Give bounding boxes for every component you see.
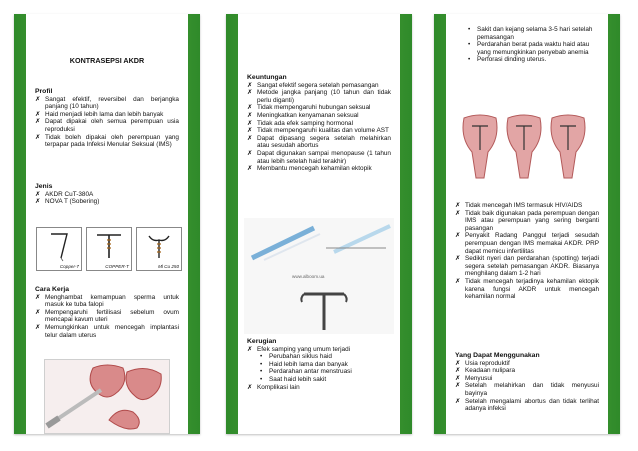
script-x-icon: ✗ (247, 134, 253, 142)
cara-kerja-section (35, 286, 179, 339)
bullet-dot-icon: • (468, 56, 471, 64)
keuntungan-item: ✗ Dapat dipasang segera setelah melahirkan atau sesudah abortus (247, 134, 391, 150)
kerugian-item: ✗ Tidak mencegah terjadinya kehamilan ektopik karena fungsi AKDR untuk mencegah kehamilan normal (455, 277, 599, 301)
jenis-item: ✗ NOVA T (Sobering) (35, 198, 100, 206)
iud-insertion-illustration (44, 359, 170, 434)
script-x-icon: ✗ (247, 81, 253, 89)
script-x-icon: ✗ (455, 359, 461, 367)
script-x-icon: ✗ (247, 111, 253, 119)
panel-3-content (446, 14, 608, 434)
jenis-heading: Jenis (35, 183, 53, 190)
script-x-icon: ✗ (247, 127, 253, 135)
kerugian-sub-item: • Haid lebih lama dan banyak (260, 360, 348, 368)
ml-cu-250-icon (137, 228, 181, 262)
script-x-icon: ✗ (455, 255, 461, 263)
iud-insertion-icon (45, 360, 169, 433)
cara-kerja-item: ✗ Menghambat kemampuan sperma untuk masuk ke tuba falopi (35, 293, 179, 309)
cara-kerja-heading: Cara Kerja (35, 286, 70, 293)
ml-cu-250-image: Ml Cu 250 (136, 227, 182, 271)
copper-t-image: COPPER-T (86, 227, 132, 271)
script-x-icon: ✗ (455, 397, 461, 405)
keuntungan-item: ✗ Sangat efektif segera setelah pemasangan (247, 81, 379, 89)
pengguna-item: ✗ Menyusui (455, 374, 493, 382)
script-x-icon: ✗ (35, 323, 41, 331)
kerugian-sub-item: • Saat haid lebih sakit (260, 375, 327, 383)
keuntungan-item: ✗ Dapat digunakan sampai menopause (1 tahun atau lebih setelah haid terakhir) (247, 149, 391, 165)
script-x-icon: ✗ (35, 95, 41, 103)
copper-t-icon (87, 228, 131, 262)
script-x-icon: ✗ (35, 133, 41, 141)
bullet-dot-icon: • (260, 368, 263, 376)
script-x-icon: ✗ (455, 382, 461, 390)
kerugian-item: ✗ Tidak baik digunakan pada perempuan dengan IMS atau perempuan yang sering berganti pasangan (455, 209, 599, 232)
kerugian-sub-item: • Perdarahan antar menstruasi (260, 368, 352, 376)
profil-item: ✗ Dapat dipakai oleh semua perempuan usia reproduksi (35, 118, 179, 133)
komplikasi-section (455, 26, 599, 64)
script-x-icon: ✗ (35, 198, 41, 206)
keuntungan-item: ✗ Metode jangka panjang (10 tahun dan tidak perlu diganti) (247, 89, 391, 104)
cara-kerja-item: ✗ Mempengaruhi fertilisasi sebelum ovum mencapai kavum uteri (35, 308, 179, 324)
copper-7-image: Copper-7 (36, 227, 82, 271)
keuntungan-item: ✗ Tidak mempengaruhi hubungan seksual (247, 104, 371, 112)
profil-section (35, 88, 179, 149)
profil-item: ✗ Sangat efektif, reversibel dan berjangka panjang (10 tahun) (35, 95, 179, 111)
panel-2-content (238, 14, 400, 434)
uterus-diagram-icon (460, 108, 594, 192)
script-x-icon: ✗ (35, 293, 41, 301)
komplikasi-item: • Sakit dan kejang selama 3-5 hari setelah pemasangan (468, 26, 593, 41)
komplikasi-item: • Perforasi dinding uterus. (468, 56, 547, 64)
kerugian-item: ✗ Penyakit Radang Panggul terjadi sesudah perempuan dengan IMS memakai AKDR. PRP dapat memicu infertilitas (455, 232, 599, 255)
script-x-icon: ✗ (455, 277, 461, 285)
keuntungan-item: ✗ Membantu mencegah kehamilan ektopik (247, 165, 372, 173)
profil-heading: Profil (35, 88, 53, 95)
kerugian-item: ✗ Komplikasi lain (247, 383, 300, 391)
script-x-icon: ✗ (247, 383, 253, 391)
yang-dapat-menggunakan-section (455, 352, 599, 413)
brochure-panel-3 (434, 14, 620, 434)
script-x-icon: ✗ (247, 345, 253, 353)
script-x-icon: ✗ (455, 367, 461, 375)
pengguna-item: ✗ Setelah mengalami abortus dan tidak terlihat adanya infeksi (455, 397, 599, 413)
profil-item: ✗ Tidak boleh dipakai oleh perempuan yang terpapar pada Infeksi Menular Seksual (IMS) (35, 133, 179, 149)
bullet-dot-icon: • (260, 353, 263, 361)
pengguna-item: ✗ Usia reproduktif (455, 359, 510, 367)
bullet-dot-icon: • (260, 375, 263, 383)
brochure-panel-2 (226, 14, 412, 434)
copper-7-icon (37, 228, 81, 262)
keuntungan-heading: Keuntungan (247, 74, 287, 81)
keuntungan-item: ✗ Tidak ada efek samping hormonal (247, 119, 354, 127)
kerugian-item: ✗ Tidak mencegah IMS termasuk HIV/AIDS (455, 202, 583, 209)
bullet-dot-icon: • (468, 41, 471, 49)
panel-1-content (26, 14, 188, 434)
script-x-icon: ✗ (35, 118, 41, 126)
script-x-icon: ✗ (35, 110, 41, 118)
profil-item: ✗ Haid menjadi lebih lama dan lebih banyak (35, 110, 164, 118)
script-x-icon: ✗ (247, 89, 253, 97)
script-x-icon: ✗ (455, 374, 461, 382)
cara-kerja-item: ✗ Memungkinkan untuk mencegah implantasi telur dalam uterus (35, 323, 179, 339)
script-x-icon: ✗ (455, 209, 461, 217)
uterus-diagram-images (460, 108, 594, 192)
image-watermark: www.alboom.ua (292, 274, 325, 279)
script-x-icon: ✗ (247, 104, 253, 112)
script-x-icon: ✗ (247, 149, 253, 157)
keuntungan-section (247, 74, 391, 173)
script-x-icon: ✗ (35, 308, 41, 316)
script-x-icon: ✗ (247, 165, 253, 173)
pengguna-item: ✗ Keadaan nulipara (455, 367, 516, 375)
brochure-title: KONTRASEPSI AKDR (69, 56, 145, 65)
keuntungan-item: ✗ Tidak mempengaruhi kualitas dan volume AST (247, 127, 389, 135)
script-x-icon: ✗ (455, 232, 461, 240)
kerugian-item: ✗ Efek samping yang umum terjadi (247, 345, 351, 353)
script-x-icon: ✗ (35, 190, 41, 198)
brochure-panel-1 (14, 14, 200, 434)
kerugian-item: ✗ Sedikit nyeri dan perdarahan (spotting) terjadi segera setelah pemasangan AKDR. Biasanya menghilang dalam 1-2 hari (455, 255, 599, 278)
kerugian-section (247, 338, 391, 391)
kerugian-heading: Kerugian (247, 338, 277, 345)
iud-applicator-photo (244, 218, 394, 334)
komplikasi-item: • Perdarahan berat pada waktu haid atau yang memungkinkan penyebab anemia (468, 41, 590, 56)
bullet-dot-icon: • (468, 26, 471, 33)
keuntungan-item: ✗ Meningkatkan kenyamanan seksual (247, 111, 359, 119)
jenis-item: ✗ AKDR CuT-380A (35, 190, 94, 198)
bullet-dot-icon: • (260, 360, 263, 368)
kerugian-lanjutan-section (455, 202, 599, 301)
yang-dapat-menggunakan-heading: Yang Dapat Menggunakan (455, 352, 540, 359)
kerugian-sub-item: • Perubahan siklus haid (260, 353, 332, 361)
jenis-section (35, 183, 179, 206)
pengguna-item: ✗ Setelah melahirkan dan tidak menyusui bayinya (455, 382, 599, 397)
script-x-icon: ✗ (247, 119, 253, 127)
script-x-icon: ✗ (455, 202, 461, 209)
